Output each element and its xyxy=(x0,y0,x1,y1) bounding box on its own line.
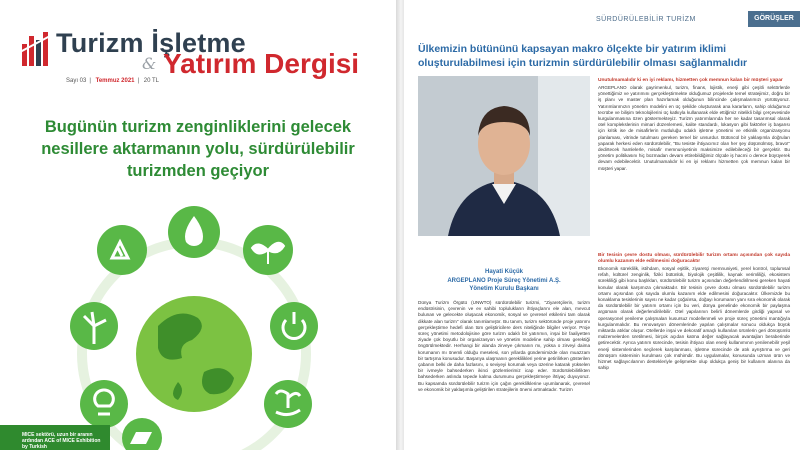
author-name: Hayati Küçük xyxy=(484,269,523,275)
magazine-ampersand: & xyxy=(142,54,157,73)
left-page xyxy=(0,0,396,450)
sustainability-illustration xyxy=(18,176,370,450)
recycle-icon xyxy=(97,225,147,275)
article-body-column-3 xyxy=(598,253,790,373)
issue-number: Sayı 03 xyxy=(66,78,87,84)
section-tab: GÖRÜŞLER xyxy=(748,11,800,27)
author-title: Yönetim Kurulu Başkanı xyxy=(469,286,539,292)
section-label: SÜRDÜRÜLEBİLİR TURİZM xyxy=(596,16,696,23)
wind-turbine-icon xyxy=(70,302,118,350)
magazine-subtitle: Yatırım Dergisi xyxy=(163,48,360,79)
article-body-column-1 xyxy=(418,300,590,395)
article-subheading: Unutulmamalıdır ki en iyi reklamı, hizmetten çok memnun kalan bir müşteri yapar xyxy=(598,78,783,83)
issue-date: Temmuz 2021 xyxy=(95,78,135,84)
article-title: Ülkemizin bütününü kapsayan makro ölçekte bir yatırım iklimi oluşturulabilmesi için turizmin sürdürülebilir olması sağlanmalıdır xyxy=(418,43,748,69)
magazine-logo-icon xyxy=(20,30,50,70)
article-subheading: Bir tesisin çevre dostu olması, sürdürülebilir turizm ortamı açısından çok sayıda olumlu kazanım elde edilmesini doğuracaktır xyxy=(598,253,790,264)
article-paragraph: Dünya Turizm Örgütü (UNWTO) sürdürülebilir turizmi, "Ziyaretçilerin, turizm endüstrisinin, çevrenin ve ev sahibi toplulukların ihtiyaçlarını ele alan, mevcut bulunan ve gelecekte oluşacak ekonomik, sosyal ve çevresel etkilerini tam olarak dikkate alan turizm" olarak tanımlamıştır. Bu tanım, turizm sektöründe proje yatırımı gerçekleştirme hedefi olan tüm geliştiricilere ders niteliğinde bilgiler veriyor. Proje süreç yönetimi metodolojisine göre turizm odaklı bir yatırımın, inşai bir faaliyetten ziyade çok boyutlu bir organizasyon ve yönetim modeline sahip olması gerektiği öngörülmektedir. Herhangi bir alanda zirveye çıkmanın mı, yoksa o zirveyi daima korumanın mı önemli olduğu meselesi, son yıllarda gündemimizde olan muazzam bir tartışma konusudur. Başarıya ulaşmanın gereklilikleri yerine getirilirken gösterilen çabanın belki de daha fazlasını, o seviyeyi korumak veya üzerine katarak yükselen bir ivmeyle bahsederken ikinci gözlemlerimiz icap eder. Sürdürülebilirlikten bahsederken aslında tepede kalma durumunu gerçekleştirmeye ihtiyaç duyuyoruz. Bu kapsamda sürdürülebilir turizm için çağın gereklilklerine uyumlanarak, çevresel ve ekonomik bir yaklaşımla geliştirilen stratejilerin önemi artmaktadır. Turizm xyxy=(418,300,590,392)
plant-icon xyxy=(243,225,293,275)
water-drop-icon xyxy=(168,206,220,258)
earth-icon xyxy=(136,296,252,412)
magazine-title: Turizm İşletme xyxy=(56,28,246,58)
author-photo xyxy=(418,76,590,236)
hand-sprout-icon xyxy=(264,380,312,428)
author-company: ARGEPLANO Proje Süreç Yönetimi A.Ş. xyxy=(447,277,561,284)
magazine-spine xyxy=(396,0,404,450)
solar-panel-icon xyxy=(122,418,162,450)
cover-headline: Bugünün turizm zenginliklerini gelecek nesillere aktarmanın yolu, sürdürülebilir turizmden geçiyor xyxy=(41,118,355,180)
energy-bulb-icon xyxy=(80,380,128,428)
article-paragraph: ARGEPLANO olarak gayrimenkul, turizm, finans, lojistik, enerji gibi çeşitli sektörlerde yönettiğimiz ve yatırımını gerçekleştirmekte olduğumuz projelerde temel stratejimiz, doğru bir iş planı ve master plan hazırlamak olduğunun bilincinde çalışmalarımızı yürütüyoruz. Yatırımlarımızın yönetim modelini en üç şekilde oluşturarak ana kararların, sahip olduğumuz tecrübe ve bilişim teknolojilerini üç katkıyla kullanarak elde ettiğimiz nitelikli bilgi çerçevesinde kurgulanmasına özen göstermekteyiz. Turizm yatırımlarında her ne kadar tasarımsal olarak otel komplekslerinin mimari düzenlemesi, kalite standardı, lokasyon gibi faktörler iş başarısı için kritik ise de misafirlerin mutluluğu odaklı işletme yönetimi ve etkinlik organizasyonu planlaması, vitrinde tutulması gereken temel bir unsurdur. Bütüncül bir yaklaşımla doğruları yaparak herkesi eden sürdürülebilir, "Bu tesiste ihtiyacımız olan her şey düşünülmüş, bravo!" dedirtecek hamlelerle, misafir memnuniyetinin maksimize edilebileceği bir gerçektir. Bu yönetim politikasını hiç bozmadan devam ettirebildiğimiz ölçüde iş hacmi o derece büyüyerek devam edebilecektir. Unutulmamalıdır ki en iyi reklamı hizmetten çok memnun kalan bir müşteri yapar. xyxy=(598,85,790,171)
power-icon xyxy=(270,302,318,350)
author-caption xyxy=(418,268,590,294)
person-portrait-icon xyxy=(418,76,590,236)
issue-price: 20 TL xyxy=(143,78,159,84)
news-caption: MICE sektörü, uzun bir aranın ardından ACE of MICE Exhibition by Turkish xyxy=(22,432,101,450)
article-paragraph: Ekonomik süreklilik, istihdam, sosyal eşitlik, ziyaretçi memnuniyeti, yerel kontrol, toplumsal refah, kültürel zenginlik, fiziki bütünlük, biyolojik çeşitlilik, kaynak verimliliği, ekosistem sürekliliği gibi konu başlıkları, sürdürülebilir turizm açısından değerlendirilmesi gereken hayati konular olarak karşımıza çıkmaktadır. Bir tesisin çevre dostu olması sürdürülebilir turizm ortamı açısından çok sayıda olumlu kazanım elde edilmesini doğuracaktır. Ülkemizde bu konaklama tesislerinin sayısı ne kadar çoğalırsa, doğayı korumanın yanı sıra ekonomik olarak da sürdürülebilir bir yatırım ortamı için bu veri, dünya genelinde ekonomik bir paylaşma argümanı olarak değerlendirilebilir. Otel yapılarının belirli dönemlerde girdiği yapısal ve operasyonel yenileme çalışmaları kusursuz modellenmeli ve proje süreç yönetimi mantığıyla kurgulanmalıdır. Bu renovasyon dönemlerinde yapılan çalışmalar sonucu oldukça büyük miktarda atıklar oluşur. Otellerde inşai ve dekoratif amaçlı kullanılan ürünlerin geri dönüşümlü malzemelerden üretilmesi, birçok açıdan katma değer sağlayacak avantajları beraberinde getirecektir. Ayrıca yatırım sürecinde, tesisin ihtiyacı olan enerji kullanımının yenilenebilir yeşil enerji sistemlerinden seçilerek karşılanması, işletme sürecinde de atık ayrıştırma ve geri dönüşüm sisteminin kurulması çok mühimdir. Bu uygulamalar, konusunda uzman ürün ve hizmet sağlayıcılarının destekleriyle gelişmekte olup oldukça geniş bir kullanım alanına da sahip xyxy=(598,266,790,371)
issue-meta: Sayı 03 | Temmuz 2021 | 20 TL xyxy=(66,78,159,84)
article-body-column-2 xyxy=(598,78,790,174)
